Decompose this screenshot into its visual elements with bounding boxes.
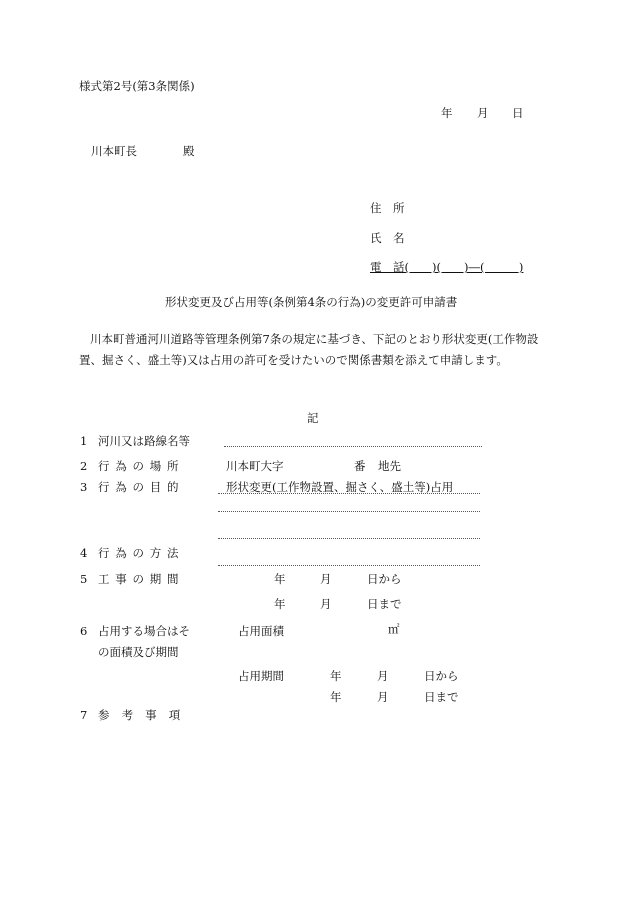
applicant-phone-label: 電 話( )( )―( ) [370, 260, 524, 274]
construction-end-year: 年 [274, 597, 286, 611]
occupancy-end-year: 年 [330, 690, 342, 704]
occupancy-start-day: 日から [424, 669, 459, 683]
addressee-honorific: 殿 [183, 144, 195, 158]
occupancy-start-month: 月 [377, 669, 389, 683]
occupancy-area-label: 占用面積 [238, 624, 284, 638]
addressee-name: 川本町長 [91, 144, 137, 158]
construction-start-day: 日から [367, 572, 402, 586]
occupancy-area-unit: ㎡ [388, 622, 400, 636]
date-year: 年 [441, 106, 453, 120]
item-number-2: 2 [80, 459, 88, 473]
item-number-7: 7 [80, 708, 88, 722]
item-label-purpose: 行為の目的 [98, 480, 185, 494]
ki-heading: 記 [307, 411, 319, 425]
location-town: 川本町大字 [226, 459, 284, 473]
item-label-method: 行為の方法 [98, 546, 185, 560]
item-number-5: 5 [80, 572, 88, 586]
construction-end-month: 月 [320, 597, 332, 611]
item-label-location: 行為の場所 [98, 459, 185, 473]
document-title: 形状変更及び占用等(条例第4条の行為)の変更許可申請書 [165, 295, 458, 309]
occupancy-end-day: 日まで [424, 690, 459, 704]
item-number-1: 1 [80, 434, 88, 448]
item-label-occupancy-line-1: 占用する場合はそ [98, 624, 190, 638]
occupancy-start-year: 年 [330, 669, 342, 683]
applicant-name-label: 氏 名 [370, 231, 405, 245]
occupancy-period-label: 占用期間 [238, 669, 284, 683]
purpose-text: 形状変更(工作物設置、掘さく、盛土等)占用 [226, 480, 454, 494]
construction-start-month: 月 [320, 572, 332, 586]
method-field-line [218, 565, 480, 566]
form-number: 様式第2号(第3条関係) [79, 79, 195, 93]
applicant-address-label: 住 所 [370, 201, 405, 215]
purpose-field-line-3 [218, 538, 480, 539]
item-number-3: 3 [80, 480, 88, 494]
item-number-4: 4 [80, 546, 88, 560]
purpose-field-line-1 [218, 493, 480, 494]
occupancy-end-month: 月 [377, 690, 389, 704]
location-chisaki: 地先 [378, 459, 401, 473]
item-label-construction-period: 工事の期間 [98, 572, 185, 586]
item-number-6: 6 [80, 624, 88, 638]
location-ban: 番 [354, 459, 366, 473]
body-line-1: 川本町普通河川道路等管理条例第7条の規定に基づき、下記のとおり形状変更(工作物設 [90, 332, 539, 346]
item-label-river-route: 河川又は路線名等 [98, 434, 190, 448]
item-label-occupancy-line-2: の面積及び期間 [98, 645, 179, 659]
construction-start-year: 年 [274, 572, 286, 586]
construction-end-day: 日まで [367, 597, 402, 611]
purpose-field-line-2 [218, 511, 480, 512]
river-route-field-line [224, 446, 482, 447]
date-day: 日 [512, 106, 524, 120]
item-label-remarks: 参考事項 [98, 708, 193, 722]
date-month: 月 [477, 106, 489, 120]
body-line-2: 置、掘さく、盛土等)又は占用の許可を受けたいので関係書類を添えて申請します。 [79, 353, 508, 367]
